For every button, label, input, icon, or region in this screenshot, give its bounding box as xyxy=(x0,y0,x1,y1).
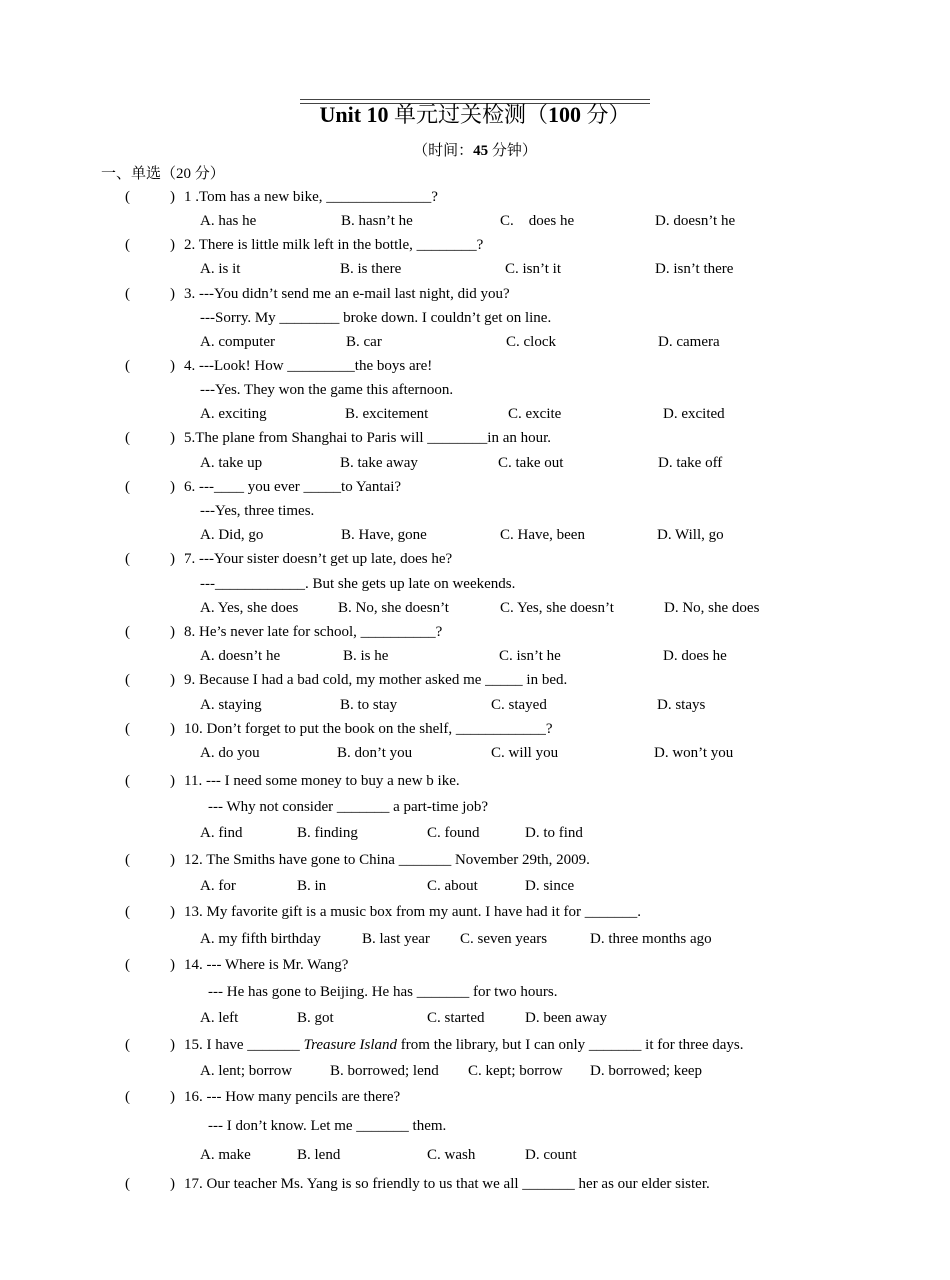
option-c[interactable]: C. wash xyxy=(427,1147,476,1163)
option-d[interactable]: D. take off xyxy=(658,455,723,471)
question-stem: 8. He’s never late for school, __________? xyxy=(184,624,443,640)
option-c[interactable]: C. Yes, she doesn’t xyxy=(500,600,614,616)
answer-paren-close: ) xyxy=(170,237,175,253)
answer-paren-open[interactable]: ( xyxy=(125,358,130,374)
option-b[interactable]: B. in xyxy=(297,878,327,894)
option-b[interactable]: B. is there xyxy=(340,261,402,277)
option-b[interactable]: B. to stay xyxy=(340,697,398,713)
question-stem: 6. ---____ you ever _____to Yantai? xyxy=(184,479,402,495)
option-d[interactable]: D. to find xyxy=(525,825,583,841)
question-stem: 13. My favorite gift is a music box from my aunt. I have had it for _______. xyxy=(184,904,641,920)
option-a[interactable]: A. has he xyxy=(200,213,257,229)
option-d[interactable]: D. count xyxy=(525,1147,577,1163)
answer-paren-close: ) xyxy=(170,1089,175,1105)
answer-paren-open[interactable]: ( xyxy=(125,852,130,868)
option-a[interactable]: A. left xyxy=(200,1010,239,1026)
option-c[interactable]: C. kept; borrow xyxy=(468,1063,563,1079)
option-c[interactable]: C. Have, been xyxy=(500,527,585,543)
option-d[interactable]: D. doesn’t he xyxy=(655,213,736,229)
question-stem: 3. ---You didn’t send me an e-mail last night, did you? xyxy=(184,286,510,302)
question-stem: 14. --- Where is Mr. Wang? xyxy=(184,957,349,973)
option-a[interactable]: A. Yes, she does xyxy=(200,600,299,616)
answer-paren-close: ) xyxy=(170,1037,175,1053)
answer-paren-open[interactable]: ( xyxy=(125,1089,130,1105)
title-tail: 分） xyxy=(581,102,631,127)
stem-part-a: 15. I have _______ xyxy=(184,1037,304,1053)
section-heading: 一、单选（20 分） xyxy=(101,166,225,182)
option-a[interactable]: A. is it xyxy=(200,261,241,277)
answer-paren-open[interactable]: ( xyxy=(125,479,130,495)
option-b[interactable]: B. take away xyxy=(340,455,418,471)
option-b[interactable]: B. hasn’t he xyxy=(341,213,413,229)
answer-paren-open[interactable]: ( xyxy=(125,1037,130,1053)
time-limit xyxy=(0,139,950,160)
answer-paren-close: ) xyxy=(170,358,175,374)
option-d[interactable]: D. does he xyxy=(663,648,727,664)
answer-paren-close: ) xyxy=(170,773,175,789)
page-title xyxy=(0,100,950,130)
stem-part-b: from the library, but I can only _______ it for three days. xyxy=(397,1037,744,1053)
option-b[interactable]: B. borrowed; lend xyxy=(330,1063,439,1079)
option-a[interactable]: A. do you xyxy=(200,745,260,761)
option-c[interactable]: C. isn’t it xyxy=(505,261,561,277)
time-prefix: （时间： xyxy=(413,143,474,159)
option-b[interactable]: B. No, she doesn’t xyxy=(338,600,449,616)
time-value: 45 xyxy=(473,143,489,159)
option-c[interactable]: C. does he xyxy=(500,213,575,229)
answer-paren-open[interactable]: ( xyxy=(125,551,130,567)
answer-paren-close: ) xyxy=(170,479,175,495)
answer-paren-open[interactable]: ( xyxy=(125,773,130,789)
answer-paren-close: ) xyxy=(170,189,175,205)
option-d[interactable]: D. isn’t there xyxy=(655,261,734,277)
title-cn: 单元过关检测（ xyxy=(388,102,549,127)
option-a[interactable]: A. exciting xyxy=(200,406,267,422)
answer-paren-open[interactable]: ( xyxy=(125,430,130,446)
answer-paren-close: ) xyxy=(170,430,175,446)
question-stem: 17. Our teacher Ms. Yang is so friendly to us that we all _______ her as our elder sister. xyxy=(184,1176,710,1192)
option-c[interactable]: C. started xyxy=(427,1010,485,1026)
question-stem: 9. Because I had a bad cold, my mother asked me _____ in bed. xyxy=(184,672,568,688)
option-d[interactable]: D. Will, go xyxy=(657,527,724,543)
answer-paren-open[interactable]: ( xyxy=(125,286,130,302)
question-dialogue: ---____________. But she gets up late on weekends. xyxy=(200,576,516,592)
option-b[interactable]: B. lend xyxy=(297,1147,341,1163)
option-a[interactable]: A. for xyxy=(200,878,236,894)
question-dialogue: --- He has gone to Beijing. He has _______ for two hours. xyxy=(208,984,558,1000)
title-score: 100 xyxy=(548,102,582,127)
answer-paren-close: ) xyxy=(170,721,175,737)
option-a[interactable]: A. staying xyxy=(200,697,262,713)
answer-paren-close: ) xyxy=(170,286,175,302)
option-c[interactable]: C. isn’t he xyxy=(499,648,561,664)
option-c[interactable]: C. seven years xyxy=(460,931,548,947)
option-a[interactable]: A. make xyxy=(200,1147,251,1163)
question-dialogue: --- I don’t know. Let me _______ them. xyxy=(208,1118,447,1134)
question-dialogue: ---Sorry. My ________ broke down. I couldn’t get on line. xyxy=(200,310,552,326)
option-c[interactable]: C. found xyxy=(427,825,480,841)
question-stem: 4. ---Look! How _________the boys are! xyxy=(184,358,433,374)
option-a[interactable]: A. my fifth birthday xyxy=(200,931,321,947)
option-c[interactable]: C. stayed xyxy=(491,697,547,713)
question-stem: 5.The plane from Shanghai to Paris will ________in an hour. xyxy=(184,430,552,446)
title-unit: Unit 10 xyxy=(319,102,389,127)
question-dialogue: ---Yes. They won the game this afternoon. xyxy=(200,382,454,398)
option-d[interactable]: D. excited xyxy=(663,406,725,422)
answer-paren-close: ) xyxy=(170,957,175,973)
option-a[interactable]: A. find xyxy=(200,825,243,841)
option-a[interactable]: A. Did, go xyxy=(200,527,264,543)
question-stem: 11. --- I need some money to buy a new b ike. xyxy=(184,773,460,789)
option-b[interactable]: B. finding xyxy=(297,825,358,841)
option-c[interactable]: C. will you xyxy=(491,745,559,761)
option-d[interactable]: D. been away xyxy=(525,1010,608,1026)
question-dialogue: ---Yes, three times. xyxy=(200,503,315,519)
option-b[interactable]: B. got xyxy=(297,1010,334,1026)
option-b[interactable]: B. is he xyxy=(343,648,389,664)
option-b[interactable]: B. don’t you xyxy=(337,745,413,761)
answer-paren-close: ) xyxy=(170,1176,175,1192)
option-c[interactable]: C. take out xyxy=(498,455,564,471)
answer-paren-open[interactable]: ( xyxy=(125,672,130,688)
answer-paren-close: ) xyxy=(170,904,175,920)
answer-paren-open[interactable]: ( xyxy=(125,721,130,737)
option-a[interactable]: A. take up xyxy=(200,455,263,471)
answer-paren-open[interactable]: ( xyxy=(125,237,130,253)
answer-paren-open[interactable]: ( xyxy=(125,624,130,640)
option-a[interactable]: A. lent; borrow xyxy=(200,1063,293,1079)
answer-paren-open[interactable]: ( xyxy=(125,904,130,920)
question-stem: 10. Don’t forget to put the book on the shelf, ____________? xyxy=(184,721,553,737)
option-c[interactable]: C. excite xyxy=(508,406,562,422)
option-d[interactable]: D. borrowed; keep xyxy=(590,1063,703,1079)
answer-paren-close: ) xyxy=(170,624,175,640)
question-stem: 12. The Smiths have gone to China _______ November 29th, 2009. xyxy=(184,852,590,868)
option-a[interactable]: A. doesn’t he xyxy=(200,648,281,664)
question-stem: 16. --- How many pencils are there? xyxy=(184,1089,401,1105)
question-stem xyxy=(184,1035,743,1055)
time-suffix: 分钟） xyxy=(488,143,537,159)
answer-paren-close: ) xyxy=(170,672,175,688)
question-stem: 7. ---Your sister doesn’t get up late, does he? xyxy=(184,551,453,567)
answer-paren-close: ) xyxy=(170,852,175,868)
option-d[interactable]: D. stays xyxy=(657,697,706,713)
option-b[interactable]: B. car xyxy=(346,334,382,350)
question-stem: 1 .Tom has a new bike, ______________? xyxy=(184,189,438,205)
option-c[interactable]: C. about xyxy=(427,878,478,894)
answer-paren-close: ) xyxy=(170,551,175,567)
option-d[interactable]: D. camera xyxy=(658,334,720,350)
option-b[interactable]: B. excitement xyxy=(345,406,429,422)
question-stem: 2. There is little milk left in the bottle, ________? xyxy=(184,237,484,253)
option-d[interactable]: D. No, she does xyxy=(664,600,760,616)
answer-paren-open[interactable]: ( xyxy=(125,189,130,205)
option-b[interactable]: B. last year xyxy=(362,931,430,947)
answer-paren-open[interactable]: ( xyxy=(125,957,130,973)
option-d[interactable]: D. since xyxy=(525,878,575,894)
option-a[interactable]: A. computer xyxy=(200,334,275,350)
option-d[interactable]: D. won’t you xyxy=(654,745,734,761)
answer-paren-open[interactable]: ( xyxy=(125,1176,130,1192)
question-dialogue: --- Why not consider _______ a part-time job? xyxy=(208,799,489,815)
option-c[interactable]: C. clock xyxy=(506,334,556,350)
book-title: Treasure Island xyxy=(303,1037,398,1053)
option-d[interactable]: D. three months ago xyxy=(590,931,712,947)
option-b[interactable]: B. Have, gone xyxy=(341,527,427,543)
